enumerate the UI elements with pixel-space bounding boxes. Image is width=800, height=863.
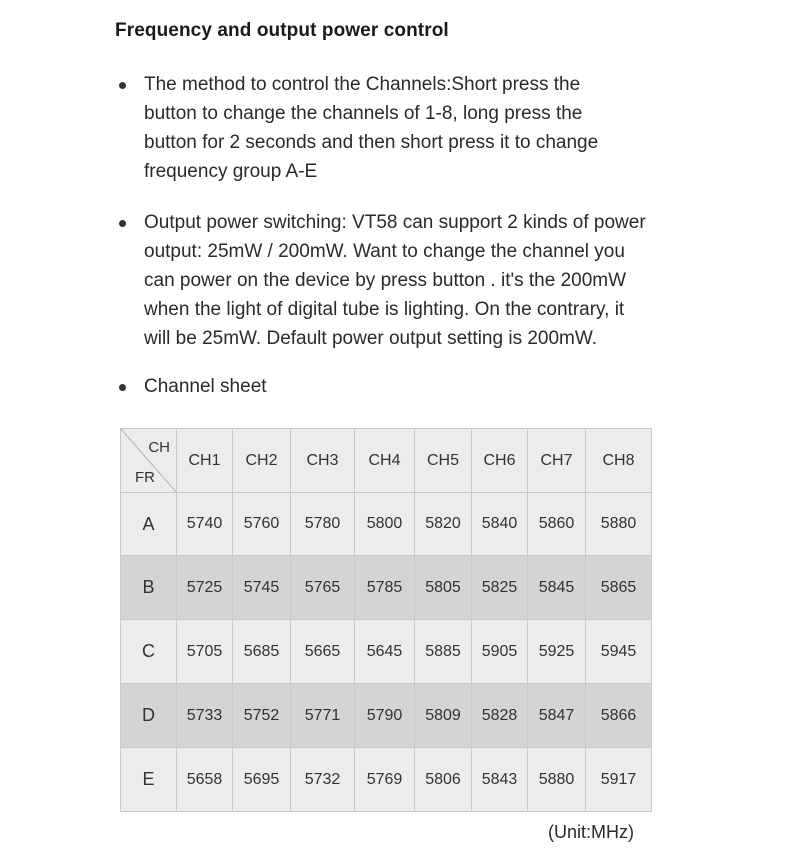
table-cell: 5658 (177, 748, 233, 812)
section-title: Frequency and output power control (115, 20, 449, 41)
table-cell: 5740 (177, 493, 233, 556)
table-cell: 5665 (291, 620, 355, 684)
table-cell: 5695 (233, 748, 291, 812)
column-header: CH3 (291, 429, 355, 493)
bullet-channel-sheet (116, 372, 267, 401)
table-cell: 5732 (291, 748, 355, 812)
table-cell: 5760 (233, 493, 291, 556)
column-header: CH4 (355, 429, 415, 493)
table-cell: 5845 (528, 556, 586, 620)
table-cell: 5945 (586, 620, 652, 684)
table-cell: 5905 (472, 620, 528, 684)
table-row (121, 620, 652, 684)
column-header: CH8 (586, 429, 652, 493)
table-cell: 5866 (586, 684, 652, 748)
bullet-channel-control (116, 70, 598, 186)
table-cell: 5780 (291, 493, 355, 556)
table-cell: 5860 (528, 493, 586, 556)
table-row (121, 684, 652, 748)
table-cell: 5785 (355, 556, 415, 620)
table-cell: 5805 (415, 556, 472, 620)
bullet-line: can power on the device by press button . it's the 200mW (144, 270, 627, 291)
unit-note: (Unit:MHz) (548, 822, 634, 842)
table-cell: 5765 (291, 556, 355, 620)
table-row (121, 493, 652, 556)
table-cell: 5825 (472, 556, 528, 620)
table-cell: 5843 (472, 748, 528, 812)
bullet-line: when the light of digital tube is lighting. On the contrary, it (144, 299, 625, 320)
table-cell: 5840 (472, 493, 528, 556)
table-row (121, 748, 652, 812)
bullet-line: Channel sheet (144, 376, 267, 397)
bullet-line: will be 25mW. Default power output setting is 200mW. (144, 328, 598, 349)
bullet-dot-icon (119, 384, 126, 391)
table-cell: 5769 (355, 748, 415, 812)
table-cell: 5925 (528, 620, 586, 684)
corner-ch-label: CH (148, 439, 170, 456)
table-row (121, 556, 652, 620)
table-cell: 5806 (415, 748, 472, 812)
table-cell: 5771 (291, 684, 355, 748)
table-cell: 5809 (415, 684, 472, 748)
table-cell: 5685 (233, 620, 291, 684)
table-header-row (121, 429, 652, 493)
channel-table (120, 428, 652, 812)
table-cell: 5880 (586, 493, 652, 556)
bullet-dot-icon (119, 82, 126, 89)
bullet-line: button to change the channels of 1-8, long press the (144, 103, 583, 124)
table-cell: 5847 (528, 684, 586, 748)
row-label: E (121, 748, 177, 812)
table-cell: 5800 (355, 493, 415, 556)
table-cell: 5752 (233, 684, 291, 748)
table-cell: 5705 (177, 620, 233, 684)
corner-fr-label: FR (135, 469, 155, 486)
table-cell: 5917 (586, 748, 652, 812)
row-label: C (121, 620, 177, 684)
bullet-line: The method to control the Channels:Short press the (144, 74, 581, 95)
table-cell: 5880 (528, 748, 586, 812)
bullet-line: Output power switching: VT58 can support 2 kinds of power (144, 212, 646, 233)
table-cell: 5790 (355, 684, 415, 748)
column-header: CH2 (233, 429, 291, 493)
bullet-line: output: 25mW / 200mW. Want to change the channel you (144, 241, 625, 262)
table-corner-cell (121, 429, 177, 493)
bullet-output-power (116, 208, 646, 353)
table-cell: 5645 (355, 620, 415, 684)
table-cell: 5865 (586, 556, 652, 620)
table-cell: 5885 (415, 620, 472, 684)
row-label: A (121, 493, 177, 556)
table-cell: 5725 (177, 556, 233, 620)
bullet-dot-icon (119, 220, 126, 227)
table-cell: 5745 (233, 556, 291, 620)
table-cell: 5828 (472, 684, 528, 748)
column-header: CH5 (415, 429, 472, 493)
bullet-line: frequency group A-E (144, 161, 318, 182)
row-label: D (121, 684, 177, 748)
column-header: CH7 (528, 429, 586, 493)
column-header: CH1 (177, 429, 233, 493)
row-label: B (121, 556, 177, 620)
table-cell: 5733 (177, 684, 233, 748)
bullet-line: button for 2 seconds and then short press it to change (144, 132, 599, 153)
column-header: CH6 (472, 429, 528, 493)
table-cell: 5820 (415, 493, 472, 556)
